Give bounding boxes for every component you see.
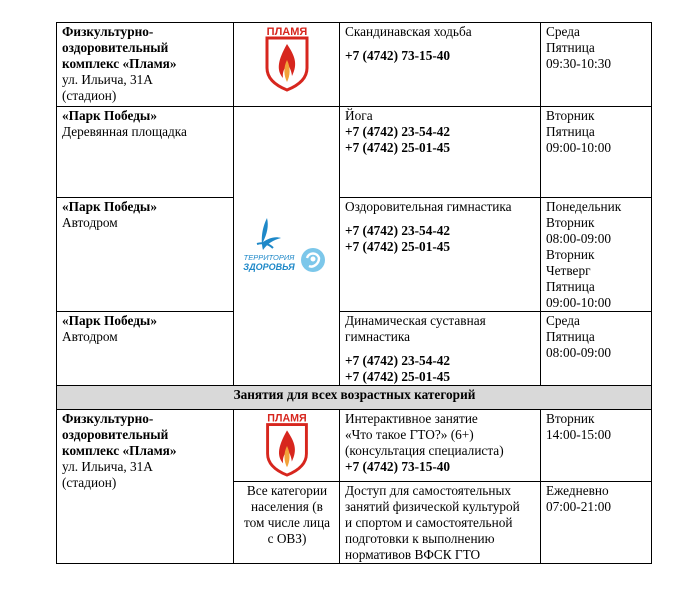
- schedule-time: 09:30-10:30: [546, 56, 612, 71]
- activity-cell: [340, 482, 541, 564]
- schedule-cell: [541, 23, 652, 107]
- table-row: [57, 23, 652, 107]
- schedule-time: 14:00-15:00: [546, 427, 612, 442]
- category-text: с ОВЗ): [267, 531, 307, 546]
- phone-number: +7 (4742) 73-15-40: [345, 459, 451, 474]
- schedule-time: 09:00-10:00: [546, 140, 612, 155]
- category-text: том числе лица: [243, 515, 331, 530]
- venue-cell: [57, 107, 234, 198]
- section-header-row: [57, 386, 652, 410]
- activity-cell: [340, 410, 541, 482]
- activity-name: подготовки к выполнению: [345, 531, 495, 546]
- venue-name: «Парк Победы»: [62, 199, 157, 214]
- schedule-day: Четверг: [546, 263, 591, 278]
- schedule-cell: [541, 410, 652, 482]
- venue-cell: [57, 312, 234, 386]
- activity-name: нормативов ВФСК ГТО: [345, 547, 481, 562]
- phone-number: +7 (4742) 73-15-40: [345, 48, 451, 63]
- venue-name: Физкультурно-: [62, 411, 154, 426]
- schedule-day: Вторник: [546, 108, 595, 123]
- category-text: Все категории: [246, 483, 328, 498]
- venue-cell: [57, 23, 234, 107]
- category-cell: [234, 482, 340, 564]
- phone-number: +7 (4742) 25-01-45: [345, 239, 451, 254]
- table-row: [57, 198, 652, 312]
- schedule-day: Среда: [546, 24, 580, 39]
- schedule-day: Пятница: [546, 329, 595, 344]
- venue-name: комплекс «Пламя»: [62, 56, 177, 71]
- schedule-time: 07:00-21:00: [546, 499, 612, 514]
- phone-number: +7 (4742) 25-01-45: [345, 140, 451, 155]
- venue-name: «Парк Победы»: [62, 108, 157, 123]
- schedule-time: 08:00-09:00: [546, 345, 612, 360]
- venue-name: «Парк Победы»: [62, 313, 157, 328]
- schedule-day: Пятница: [546, 40, 595, 55]
- activity-name: «Что такое ГТО?» (6+): [345, 427, 474, 442]
- logo-cell: [234, 107, 340, 386]
- venue-address: ул. Ильича, 31А: [62, 459, 153, 474]
- venue-name: оздоровительный: [62, 427, 169, 442]
- activity-name: и спортом и самостоятельной: [345, 515, 513, 530]
- logo-cell: [234, 23, 340, 107]
- territoriya-zdorovya-logo: [243, 214, 331, 276]
- phone-number: +7 (4742) 23-54-42: [345, 353, 451, 368]
- schedule-cell: [541, 198, 652, 312]
- phone-number: +7 (4742) 23-54-42: [345, 223, 451, 238]
- activity-cell: [340, 23, 541, 107]
- venue-cell: [57, 198, 234, 312]
- plamya-logo: [260, 411, 314, 477]
- schedule-day: Ежедневно: [546, 483, 609, 498]
- activity-name: Доступ для самостоятельных: [345, 483, 512, 498]
- activity-name: Скандинавская ходьба: [345, 24, 472, 39]
- venue-address: Деревянная площадка: [62, 124, 187, 139]
- category-text: населения (в: [251, 499, 323, 514]
- venue-address: Автодром: [62, 329, 118, 344]
- schedule-cell: [541, 312, 652, 386]
- zdorovya-logo-line2: ЗДОРОВЬЯ: [243, 261, 295, 272]
- schedule-cell: [541, 107, 652, 198]
- venue-name: Физкультурно-: [62, 24, 154, 39]
- activity-name: гимнастика: [345, 329, 410, 344]
- schedule-time: 09:00-10:00: [546, 295, 612, 310]
- phone-number: +7 (4742) 23-54-42: [345, 124, 451, 139]
- activity-cell: [340, 107, 541, 198]
- activity-name: Йога: [345, 108, 373, 123]
- plamya-logo: [260, 24, 314, 92]
- activity-cell: [340, 198, 541, 312]
- activity-name: Динамическая суставная: [345, 313, 486, 328]
- schedule-day: Пятница: [546, 279, 595, 294]
- logo-cell: [234, 410, 340, 482]
- venue-cell: [57, 410, 234, 564]
- table-row: [57, 410, 652, 482]
- activity-name: (консультация специалиста): [345, 443, 504, 458]
- schedule-day: Пятница: [546, 124, 595, 139]
- phone-number: +7 (4742) 25-01-45: [345, 369, 451, 384]
- schedule-day: Понедельник: [546, 199, 622, 214]
- venue-name: комплекс «Пламя»: [62, 443, 177, 458]
- plamya-logo-text: ПЛАМЯ: [267, 412, 307, 425]
- table-row: [57, 312, 652, 386]
- section-header: Занятия для всех возрастных категорий: [57, 386, 652, 410]
- zdorovya-logo-line1: ТЕРРИТОРИЯ: [243, 252, 295, 262]
- schedule-day: Вторник: [546, 247, 595, 262]
- schedule-day: Вторник: [546, 215, 595, 230]
- activity-cell: [340, 312, 541, 386]
- venue-address: (стадион): [62, 475, 117, 490]
- schedule-time: 08:00-09:00: [546, 231, 612, 246]
- schedule-day: Вторник: [546, 411, 595, 426]
- venue-address: ул. Ильича, 31А: [62, 72, 153, 87]
- venue-name: оздоровительный: [62, 40, 169, 55]
- plamya-logo-text: ПЛАМЯ: [266, 26, 308, 38]
- table-row: [57, 107, 652, 198]
- schedule-day: Среда: [546, 313, 580, 328]
- venue-address: (стадион): [62, 88, 117, 103]
- venue-address: Автодром: [62, 215, 118, 230]
- activity-name: Интерактивное занятие: [345, 411, 478, 426]
- activity-name: Оздоровительная гимнастика: [345, 199, 512, 214]
- schedule-table: [56, 22, 652, 564]
- schedule-cell: [541, 482, 652, 564]
- activity-name: занятий физической культурой: [345, 499, 520, 514]
